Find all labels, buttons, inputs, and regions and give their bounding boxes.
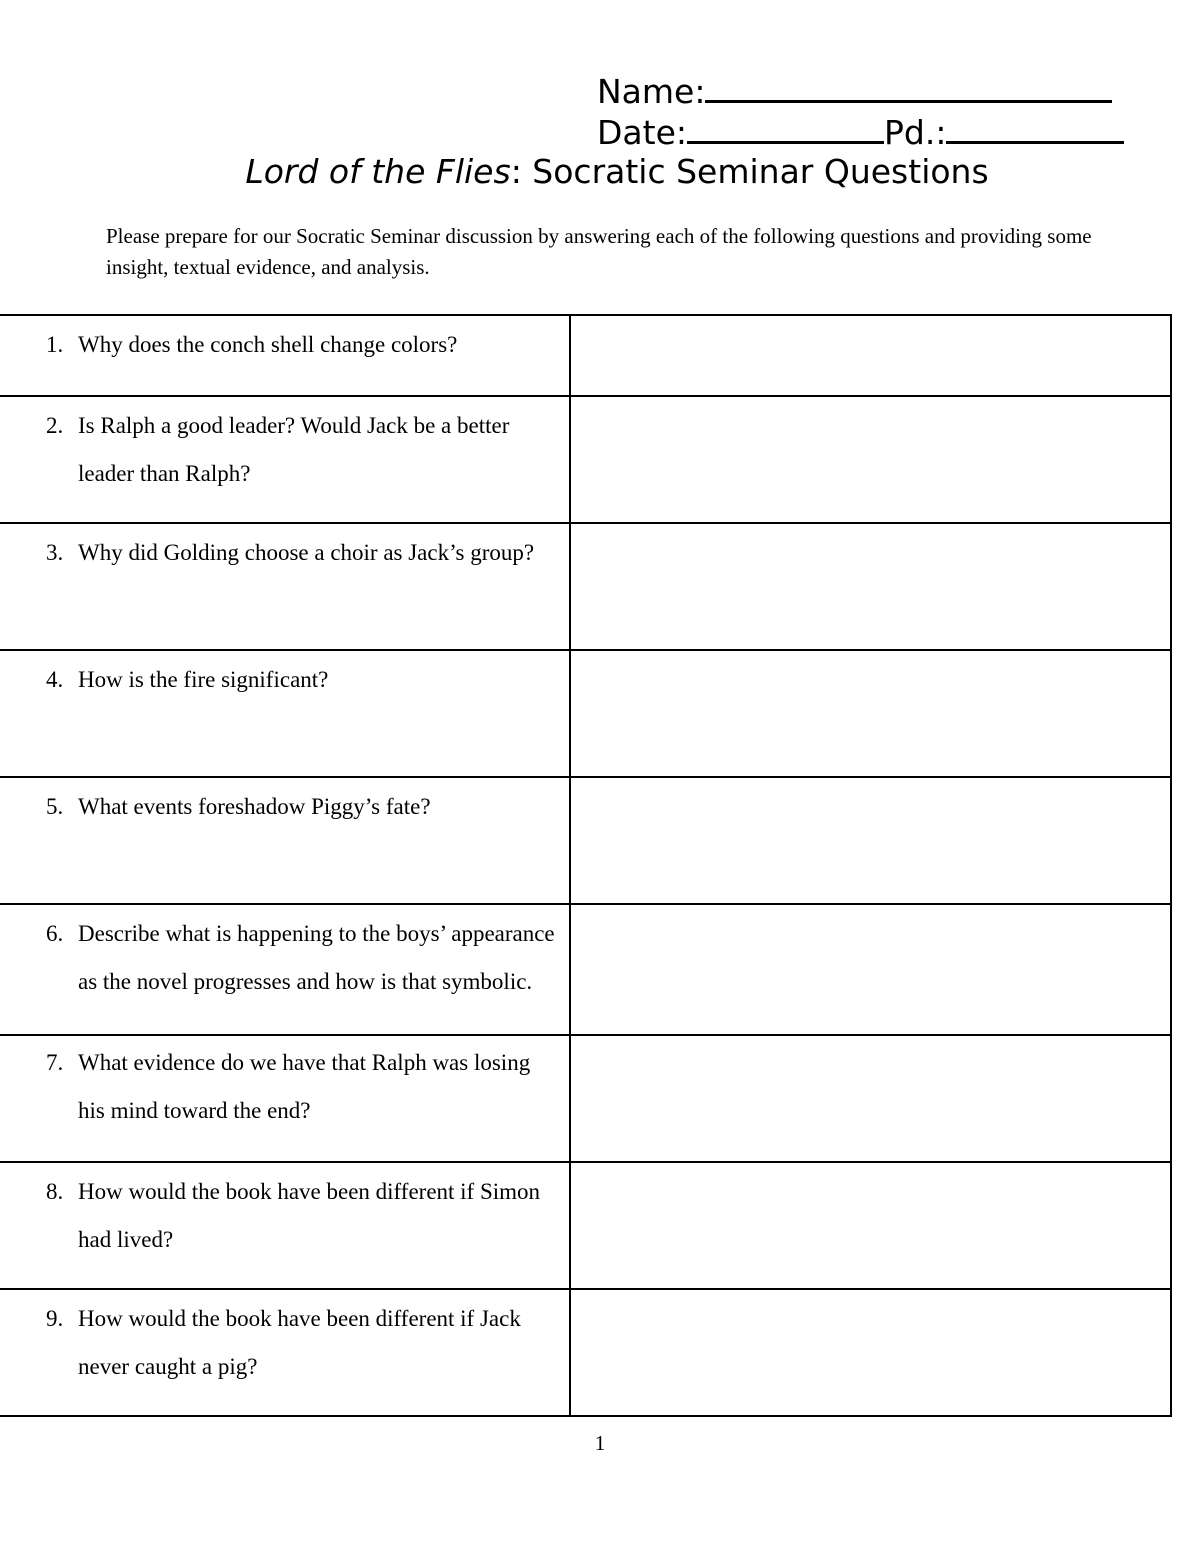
answer-cell[interactable]	[570, 1289, 1171, 1416]
date-label: Date:	[597, 113, 687, 152]
date-blank-line[interactable]	[687, 111, 884, 144]
name-label: Name:	[597, 72, 706, 111]
question-cell	[0, 315, 570, 396]
question-text: Why did Golding choose a choir as Jack’s group?	[78, 540, 535, 565]
table-row	[0, 1289, 1171, 1416]
book-title: Lord of the Flies	[245, 152, 511, 191]
question-number: 1.	[46, 332, 64, 357]
table-row	[0, 650, 1171, 777]
question-number: 9.	[46, 1306, 64, 1331]
question-cell	[0, 396, 570, 523]
question-text: How would the book have been different if Simon had lived?	[78, 1179, 541, 1252]
name-field-row	[597, 70, 1112, 112]
answer-cell[interactable]	[570, 396, 1171, 523]
question-text: Describe what is happening to the boys’ appearance as the novel progresses and how is that symbolic.	[78, 921, 555, 994]
answer-cell[interactable]	[570, 904, 1171, 1035]
question-cell	[0, 1162, 570, 1289]
question-text: What events foreshadow Piggy’s fate?	[78, 794, 431, 819]
date-period-row	[597, 111, 1124, 153]
question-cell	[0, 523, 570, 650]
question-cell	[0, 1035, 570, 1162]
question-number: 7.	[46, 1050, 64, 1075]
question-number: 3.	[46, 540, 64, 565]
question-cell	[0, 650, 570, 777]
period-label: Pd.:	[884, 113, 947, 152]
table-row	[0, 1035, 1171, 1162]
question-number: 6.	[46, 921, 64, 946]
question-cell	[0, 777, 570, 904]
questions-table	[0, 314, 1172, 1417]
answer-cell[interactable]	[570, 1035, 1171, 1162]
question-number: 2.	[46, 413, 64, 438]
question-number: 8.	[46, 1179, 64, 1204]
question-text: How would the book have been different if Jack never caught a pig?	[78, 1306, 521, 1379]
question-text: Is Ralph a good leader? Would Jack be a better leader than Ralph?	[78, 413, 510, 486]
table-row	[0, 1162, 1171, 1289]
question-cell	[0, 1289, 570, 1416]
table-row	[0, 904, 1171, 1035]
table-row	[0, 523, 1171, 650]
answer-cell[interactable]	[570, 777, 1171, 904]
name-blank-line[interactable]	[705, 70, 1112, 103]
table-row	[0, 315, 1171, 396]
question-text: Why does the conch shell change colors?	[78, 332, 458, 357]
answer-cell[interactable]	[570, 650, 1171, 777]
page-number: 1	[594, 1431, 606, 1455]
question-number: 5.	[46, 794, 64, 819]
title-rest: : Socratic Seminar Questions	[510, 152, 989, 191]
page-title	[0, 152, 1200, 192]
answer-cell[interactable]	[570, 1162, 1171, 1289]
question-cell	[0, 904, 570, 1035]
question-number: 4.	[46, 667, 64, 692]
table-row	[0, 396, 1171, 523]
period-blank-line[interactable]	[946, 111, 1124, 144]
answer-cell[interactable]	[570, 315, 1171, 396]
question-text: What evidence do we have that Ralph was losing his mind toward the end?	[78, 1050, 531, 1123]
instructions: Please prepare for our Socratic Seminar discussion by answering each of the following questions and providing some insight, textual evidence, and analysis.	[106, 224, 1092, 279]
table-row	[0, 777, 1171, 904]
answer-cell[interactable]	[570, 523, 1171, 650]
question-text: How is the fire significant?	[78, 667, 329, 692]
